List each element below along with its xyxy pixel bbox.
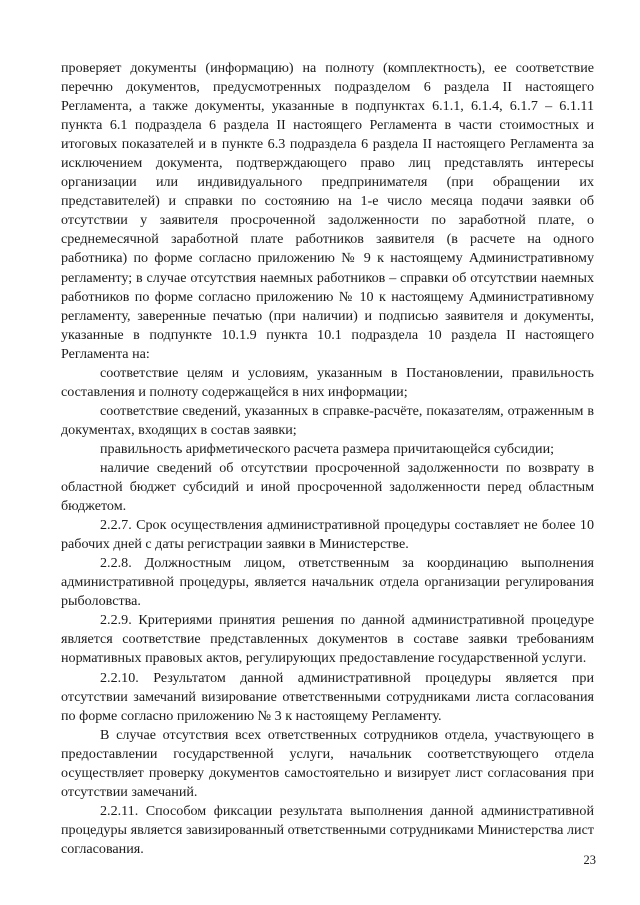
paragraph-document-check: проверяет документы (информацию) на полноту (комплектность), ее соответствие перечню документов, предусмотренных подразделом 6 раздела II настоящего Регламента, а также документы, указанные в подпунктах 6.1.1, 6.1.4, 6.1.7 – 6.1.11 пункта 6.1 подраздела 6 раздела II настоящего Регламента в части стоимостных и итоговых показателей и в пункте 6.3 подраздела 6 раздела II настоящего Регламента за исключением документа, подтверждающего право лиц представлять интересы организации или индивидуального предпринимателя (при обращении их представителей) и справки по состоянию на 1-е число месяца подачи заявки об отсутствии у заявителя просроченной задолженности по заработной плате, о среднемесячной заработной плате работников заявителя (в расчете на одного работника) по форме согласно приложению № 9 к настоящему Административному регламенту; в случае отсутствия наемных работников – справки об отсутствии наемных работников по форме согласно приложению № 10 к настоящему Административному регламенту, заверенные печатью (при наличии) и подписью заявителя и документы, указанные в подпункте 10.1.9 пункта 10.1 подраздела 10 раздела II настоящего Регламента на: bbox=[61, 60, 594, 362]
page-number: 23 bbox=[583, 853, 596, 867]
paragraph-arithmetic-check: правильность арифметического расчета размера причитающейся субсидии; bbox=[100, 440, 555, 457]
paragraph-2-2-10: 2.2.10. Результатом данной административной процедуры является при отсутствии замечаний визирование ответственными сотрудниками листа согласования по форме согласно приложению № 3 к настоящему Регламенту. bbox=[61, 669, 594, 724]
paragraph-debt-check: наличие сведений об отсутствии просроченной задолженности по возврату в областной бюджет субсидий и иной просроченной задолженности перед областным бюджетом. bbox=[61, 459, 594, 515]
paragraph-calculation-compliance: соответствие сведений, указанных в справке-расчёте, показателям, отраженным в документах, входящих в состав заявки; bbox=[61, 402, 594, 438]
document-body bbox=[61, 59, 594, 859]
paragraph-2-2-9: 2.2.9. Критериями принятия решения по данной административной процедуре является соответствие представленных документов в составе заявки требованиям нормативных правовых актов, регулирующих предоставление государственной услуги. bbox=[61, 612, 594, 667]
paragraph-2-2-7: 2.2.7. Срок осуществления административной процедуры составляет не более 10 рабочих дней с даты регистрации заявки в Министерстве. bbox=[61, 517, 594, 553]
paragraph-2-2-11: 2.2.11. Способом фиксации результата выполнения данной административной процедуры является завизированный ответственными сотрудниками Министерства лист согласования. bbox=[61, 802, 594, 857]
paragraph-2-2-8: 2.2.8. Должностным лицом, ответственным за координацию выполнения административной процедуры, является начальник отдела организации регулирования рыболовства. bbox=[61, 555, 594, 610]
paragraph-goals-compliance: соответствие целям и условиям, указанным в Постановлении, правильность составления и полноту содержащейся в них информации; bbox=[61, 364, 594, 400]
paragraph-absence-of-staff: В случае отсутствия всех ответственных сотрудников отдела, участвующего в предоставлении государственной услуги, начальник соответствующего отдела осуществляет проверку документов самостоятельно и визирует лист согласования при отсутствии замечаний. bbox=[61, 726, 594, 800]
